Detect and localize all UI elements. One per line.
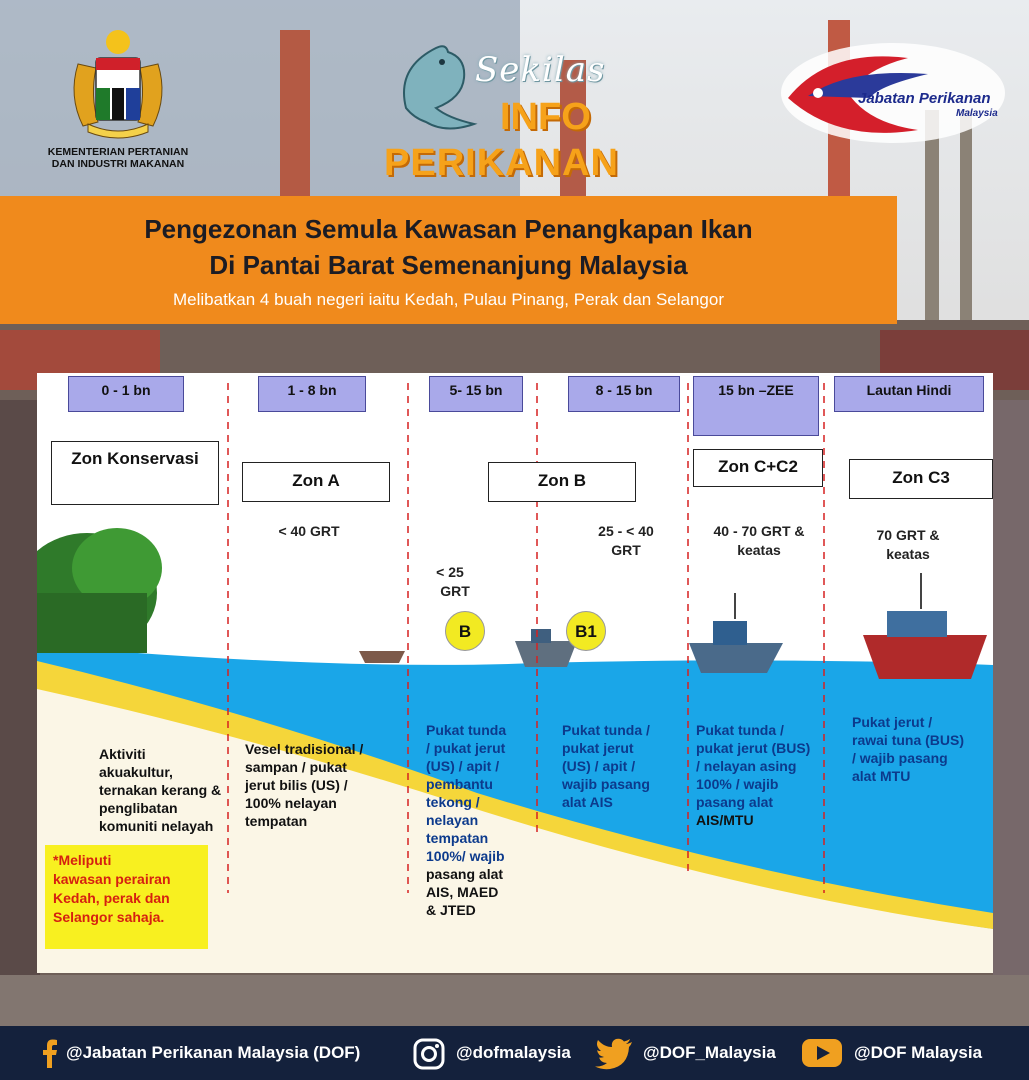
social-footer	[0, 1026, 1029, 1080]
tonnage-zone-a: < 40 GRT	[278, 523, 340, 539]
coat-of-arms-icon	[38, 26, 198, 144]
ministry-line1: KEMENTERIAN PERTANIAN	[47, 146, 189, 158]
subzone-b1-badge: B1	[566, 611, 606, 651]
title-line2: Di Pantai Barat Semenanjung Malaysia	[209, 250, 688, 280]
zone-b: Zon B	[488, 462, 636, 502]
brand-perikanan: PERIKANAN	[384, 142, 619, 184]
range-15bn-zee: 15 bn –ZEE	[693, 376, 819, 436]
range-5-15bn: 5- 15 bn	[429, 376, 523, 412]
title-line1: Pengezonan Semula Kawasan Penangkapan Ikan	[144, 214, 753, 244]
instagram-link[interactable]: @dofmalaysia	[456, 1043, 571, 1062]
dof-sub: Malaysia	[956, 108, 998, 119]
range-8-15bn: 8 - 15 bn	[568, 376, 680, 412]
facebook-link[interactable]: @Jabatan Perikanan Malaysia (DOF)	[66, 1043, 361, 1062]
tonnage-zone-b1-line2: GRT	[611, 542, 641, 558]
tonnage-zone-b-line1: < 25	[436, 564, 464, 580]
coverage-note: *Meliputi kawasan perairan Kedah, perak dan Selangor sahaja.	[45, 845, 208, 949]
range-0-1bn: 0 - 1 bn	[68, 376, 184, 412]
twitter-link[interactable]: @DOF_Malaysia	[643, 1043, 776, 1062]
dof-logo	[778, 38, 1008, 148]
desc-zone-a: Vesel tradisional / sampan / pukat jerut bilis (US) / 100% nelayan tempatan	[245, 741, 364, 829]
zone-c-c2: Zon C+C2	[693, 449, 823, 487]
tonnage-zone-c3-line2: keatas	[886, 546, 930, 562]
tonnage-zone-c3-line1: 70 GRT &	[876, 527, 940, 543]
tonnage-zone-b1-line1: 25 - < 40	[598, 523, 654, 539]
zoning-diagram	[37, 373, 993, 973]
subzone-b-badge: B	[445, 611, 485, 651]
range-1-8bn: 1 - 8 bn	[258, 376, 366, 412]
zone-konservasi: Zon Konservasi	[51, 441, 219, 505]
tonnage-zone-b-line2: GRT	[440, 583, 470, 599]
desc-zone-c3: Pukat jerut / rawai tuna (BUS) / wajib pasang alat MTU	[852, 714, 965, 784]
desc-konservasi: Aktiviti akuakultur, ternakan kerang & penglibatan komuniti nelayah	[99, 746, 222, 834]
zone-a: Zon A	[242, 462, 390, 502]
brand-info: INFO	[500, 96, 591, 138]
range-lautan-hindi: Lautan Hindi	[834, 376, 984, 412]
brand-script: Sekilas	[475, 50, 606, 90]
banner-subtitle: Melibatkan 4 buah negeri iaitu Kedah, Pulau Pinang, Perak dan Selangor	[173, 290, 724, 309]
title-banner	[0, 196, 897, 324]
instagram-icon[interactable]	[413, 1038, 445, 1070]
sekilas-info-perikanan-logo	[380, 38, 650, 188]
dof-name: Jabatan Perikanan	[858, 90, 991, 107]
ministry-logo	[38, 26, 198, 176]
desc-zone-b: Pukat tunda / pukat jerut (US) / apit / pembantu tekong / nelayan tempatan 100%/ wajib pasang alat AIS, MAED & JTED	[426, 722, 507, 918]
tonnage-zone-c-line2: keatas	[737, 542, 781, 558]
ministry-line2: DAN INDUSTRI MAKANAN	[51, 158, 185, 170]
youtube-link[interactable]: @DOF Malaysia	[854, 1043, 983, 1062]
facebook-icon[interactable]	[38, 1038, 60, 1068]
zone-c3: Zon C3	[849, 459, 993, 499]
youtube-icon[interactable]	[801, 1038, 843, 1068]
twitter-icon[interactable]	[594, 1038, 634, 1070]
tonnage-zone-c-line1: 40 - 70 GRT &	[713, 523, 805, 539]
desc-zone-b1: Pukat tunda / pukat jerut (US) / apit / wajib pasang alat AIS	[562, 722, 650, 810]
desc-zone-c: Pukat tunda / pukat jerut (BUS) / nelayan asing 100% / wajib pasang alat AIS/MTU	[696, 722, 811, 828]
